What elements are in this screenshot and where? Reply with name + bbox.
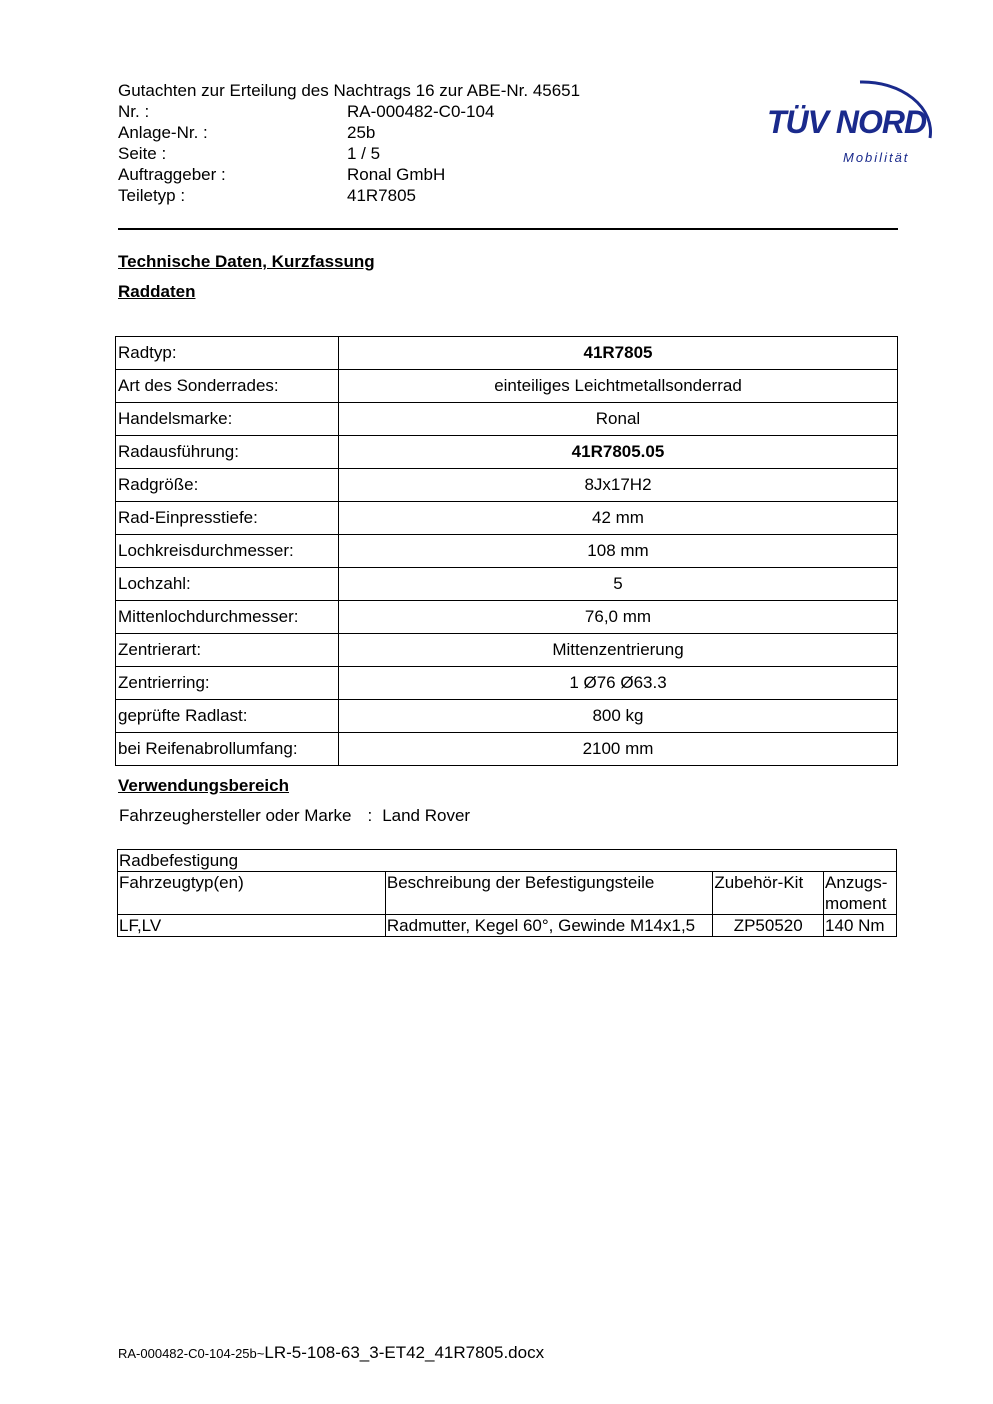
- footer-filename: LR-5-108-63_3-ET42_41R7805.docx: [264, 1343, 545, 1362]
- header-row-nr: [118, 101, 580, 122]
- wheel-data-value: 2100 mm: [339, 733, 898, 766]
- wheel-data-label: Mittenlochdurchmesser:: [116, 601, 339, 634]
- header-value: 25b: [347, 123, 376, 142]
- usage-label: Fahrzeughersteller oder Marke: [119, 806, 352, 825]
- wheel-data-label: Zentrierart:: [116, 634, 339, 667]
- document-title: Gutachten zur Erteilung des Nachtrags 16 zur ABE-Nr. 45651: [118, 81, 581, 100]
- wheel-data-row: [116, 337, 898, 370]
- header-value: RA-000482-C0-104: [347, 102, 495, 121]
- header-row-anlage: [118, 122, 580, 143]
- fixing-header-cell: Beschreibung der Befestigungsteile: [385, 872, 712, 915]
- document-header: [118, 80, 580, 206]
- wheel-data-row: [116, 502, 898, 535]
- wheel-data-value: 41R7805: [339, 337, 898, 370]
- usage-colon: :: [367, 806, 373, 825]
- wheel-data-row: [116, 568, 898, 601]
- wheel-data-row: [116, 601, 898, 634]
- wheel-data-row: [116, 535, 898, 568]
- header-key: Anlage-Nr. :: [118, 123, 208, 142]
- section-heading-verwendung: Verwendungsbereich: [118, 776, 289, 795]
- wheel-data-value: 41R7805.05: [339, 436, 898, 469]
- fixing-table: [117, 849, 897, 937]
- wheel-data-label: geprüfte Radlast:: [116, 700, 339, 733]
- fixing-cell: Radmutter, Kegel 60°, Gewinde M14x1,5: [385, 915, 712, 937]
- wheel-data-row: [116, 370, 898, 403]
- page-footer: [118, 1343, 544, 1363]
- fixing-header-cell: Anzugs-moment: [824, 872, 897, 915]
- fixing-cell: LF,LV: [118, 915, 386, 937]
- wheel-data-value: 5: [339, 568, 898, 601]
- wheel-data-row: [116, 469, 898, 502]
- wheel-data-row: [116, 634, 898, 667]
- header-row-teiletyp: [118, 185, 580, 206]
- fixing-title: Radbefestigung: [118, 850, 897, 872]
- wheel-data-label: Lochkreisdurchmesser:: [116, 535, 339, 568]
- header-key: Nr. :: [118, 102, 150, 121]
- fixing-header-cell: Zubehör-Kit: [713, 872, 824, 915]
- logo-subtitle: Mobilität: [843, 150, 910, 165]
- wheel-data-value: 108 mm: [339, 535, 898, 568]
- fixing-cell: 140 Nm: [824, 915, 897, 937]
- wheel-data-row: [116, 667, 898, 700]
- wheel-data-row: [116, 436, 898, 469]
- header-key: Teiletyp :: [118, 186, 186, 205]
- wheel-data-label: Radgröße:: [116, 469, 339, 502]
- wheel-data-value: einteiliges Leichtmetallsonderrad: [339, 370, 898, 403]
- wheel-data-value: 42 mm: [339, 502, 898, 535]
- wheel-data-label: Radausführung:: [116, 436, 339, 469]
- wheel-data-value: 800 kg: [339, 700, 898, 733]
- wheel-data-label: Art des Sonderrades:: [116, 370, 339, 403]
- wheel-data-label: bei Reifenabrollumfang:: [116, 733, 339, 766]
- usage-value: Land Rover: [382, 806, 471, 825]
- header-value: 1 / 5: [347, 144, 381, 163]
- logo-wordmark: TÜV NORD: [767, 104, 927, 140]
- fixing-header-cell: Fahrzeugtyp(en): [118, 872, 386, 915]
- wheel-data-value: Ronal: [339, 403, 898, 436]
- header-divider: [118, 228, 898, 230]
- header-key: Auftraggeber :: [118, 165, 226, 184]
- wheel-data-value: 76,0 mm: [339, 601, 898, 634]
- tuv-nord-logo: [760, 56, 940, 171]
- header-row-auftraggeber: [118, 164, 580, 185]
- header-row-seite: [118, 143, 580, 164]
- header-value: Ronal GmbH: [347, 165, 446, 184]
- wheel-data-label: Lochzahl:: [116, 568, 339, 601]
- wheel-data-row: [116, 733, 898, 766]
- wheel-data-label: Radtyp:: [116, 337, 339, 370]
- fixing-title-row: [118, 850, 897, 872]
- section-heading-tech: Technische Daten, Kurzfassung: [118, 252, 375, 271]
- header-value: 41R7805: [347, 186, 417, 205]
- wheel-data-label: Handelsmarke:: [116, 403, 339, 436]
- wheel-data-value: 1 Ø76 Ø63.3: [339, 667, 898, 700]
- wheel-data-value: Mittenzentrierung: [339, 634, 898, 667]
- fixing-header-row: [118, 872, 897, 915]
- usage-line: [119, 806, 470, 826]
- fixing-cell: ZP50520: [713, 915, 824, 937]
- fixing-data-row: [118, 915, 897, 937]
- wheel-data-label: Rad-Einpresstiefe:: [116, 502, 339, 535]
- wheel-data-table: [115, 336, 898, 766]
- footer-prefix: RA-000482-C0-104-25b~: [118, 1346, 265, 1361]
- wheel-data-value: 8Jx17H2: [339, 469, 898, 502]
- wheel-data-row: [116, 403, 898, 436]
- section-heading-raddaten: Raddaten: [118, 282, 196, 301]
- wheel-data-label: Zentrierring:: [116, 667, 339, 700]
- wheel-data-row: [116, 700, 898, 733]
- header-key: Seite :: [118, 144, 167, 163]
